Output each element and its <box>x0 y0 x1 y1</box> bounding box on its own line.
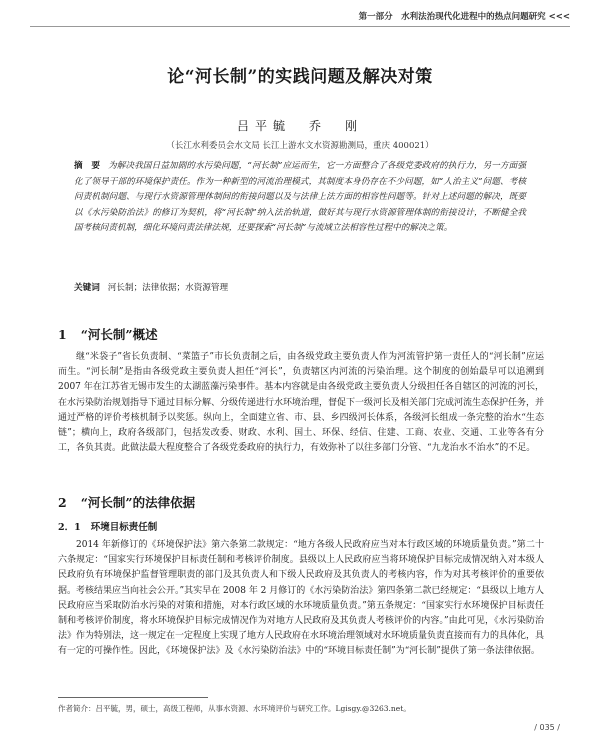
section-title: “河长制”概述 <box>80 327 158 342</box>
subsection-2-1-heading <box>58 519 157 533</box>
keywords-text: 河长制；法律依据；水资源管理 <box>107 283 229 293</box>
article-authors: 吕平毓 乔 刚 <box>236 119 363 133</box>
section-2-1-paragraph: 2014 年新修订的《环境保护法》第六条第二款规定：“地方各级人民政府应当对本行政区域的环境质量负责。”第二十六条规定：“国家实行环境保护目标责任制和考核评价制度。县级以上人民政府应当将环境保护目标完成情况纳入对本级人民政府负有环境保护监督管理职责的部门及其负责人和下级人民政府及其负责人的考核内容，作为对其考核评价的重要依据。考核结果应当向社会公开。”其实早在 2008 年 2 月修订的《水污染防治法》第四条第二款已经规定：“县级以上地方人民政府应当采取防治水污染的对策和措施，对本行政区域的水环境质量负责。”第五条规定：“国家实行水环境保护目标责任制和考核评价制度，将水环境保护目标完成情况作为对地方人民政府及其负责人考核评价的内容。”由此可见，《水污染防治法》作为特别法，这一规定在一定程度上实现了地方人民政府在水环境治理领域对水环境质量负责直接而有力的具体化，具有一定的可操作性。因此，《环境保护法》及《水污染防治法》中的“环境目标责任制”为“河长制”提供了第一条法律依据。 <box>58 540 545 657</box>
subsection-title: 环境目标责任制 <box>90 522 158 533</box>
abstract-label: 摘 要 <box>74 161 101 171</box>
section-1-paragraph: 继“米袋子”省长负责制、“菜篮子”市长负责制之后，由各级党政主要负责人作为河流管护第一责任人的“河长制”应运而生。“河长制”是指由各级党政主要负责人担任“河长”，负责辖区内河流的污染治理。这个制度的创始最早可以追溯到 2007 年在江苏省无锡市发生的太湖蓝藻污染事件。基本内容就是由各级党政主要负责人分级担任各自辖区的河流的河长，在水污染防治规划指导下通过目标分解、分级传递进行水环境治理，督促下一级河长及相关部门完成河流生态保护任务，并通过严格的评价考核机制予以奖惩。纵向上，全面建立省、市、县、乡四级河长体系，各级河长组成一条完整的治水“生态链”；横向上，政府各级部门，包括发改委、财政、水利、国土、环保、经信、住建、工商、农业、交通、工业等各有分工，各负其责。此做法最大程度整合了各级党委政府的执行力，有效弥补了以往多部门分管、“九龙治水不治水”的不足。 <box>58 352 545 454</box>
author-affiliation: （长江水利委员会水文局 长江上游水文水资源勘测局，重庆 400021） <box>166 141 434 151</box>
author-footnote: 作者简介：吕平毓，男，硕士，高级工程师，从事水资源、水环境评价与研究工作。Lgisgy.@3263.net。 <box>58 704 411 713</box>
abstract-text: 为解决我国日益加剧的水污染问题，“河长制”应运而生，它一方面整合了各级党委政府的执行力，另一方面强化了领导干部的环境保护责任。作为一种新型的河流治理模式，其制度本身仍存在不少问题，如“人治主义”问题、考核问责机制问题、与现行水资源管理体制间的衔接问题以及与法律上法方面的相容性问题等。针对上述问题的解决，既要以《水污染防治法》的修订为契机，将“河长制”纳入法治轨道，做好其与现行水资源管理体制的衔接设计，不断健全我国考核问责机制，细化环境问责法律法规，还要探索“河长制”与流域立法相容性过程中的解决之策。 <box>74 161 526 233</box>
section-number: 1 <box>58 327 67 342</box>
footnote-divider <box>58 697 208 698</box>
page-number: / 035 / <box>534 723 560 732</box>
section-1-heading <box>58 325 158 343</box>
section-number: 2 <box>58 495 67 510</box>
section-2-heading <box>58 493 195 511</box>
keywords <box>74 281 526 295</box>
section-title: “河长制”的法律依据 <box>80 495 196 510</box>
abstract <box>74 159 526 237</box>
article-title: 论“河长制”的实践问题及解决对策 <box>167 67 433 87</box>
running-header: 第一部分 水利法治现代化进程中的热点问题研究 <<< <box>30 10 570 27</box>
keywords-label: 关键词 <box>74 283 100 293</box>
subsection-number: 2．1 <box>58 522 81 533</box>
